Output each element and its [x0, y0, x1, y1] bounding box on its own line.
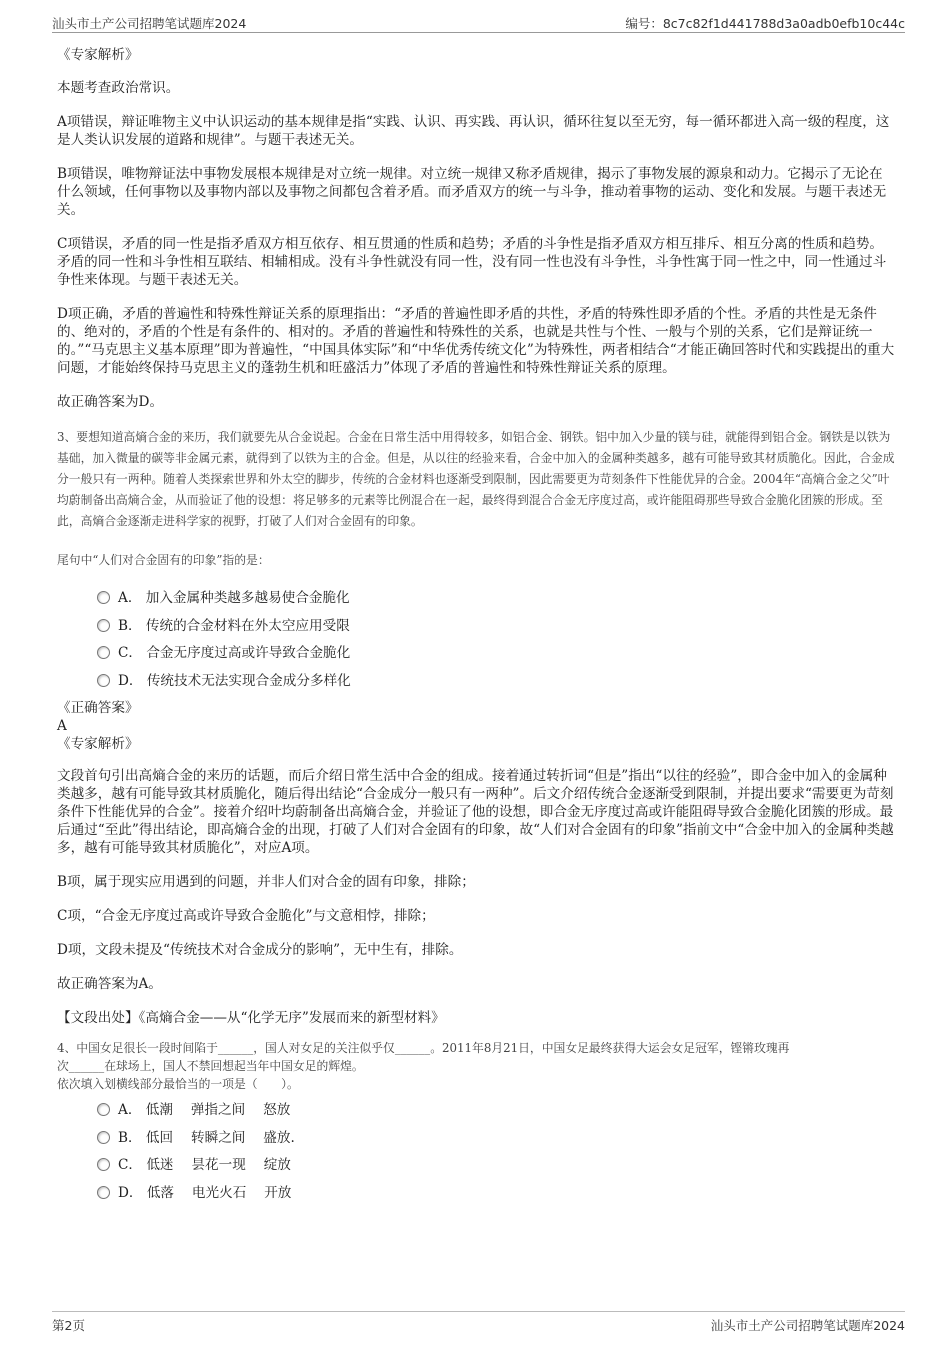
page-number: 第2页 — [52, 1318, 85, 1333]
radio-button-icon[interactable] — [97, 1131, 110, 1144]
q2-analysis-c: C项错误，矛盾的同一性是指矛盾双方相互依存、相互贯通的性质和趋势；矛盾的斗争性是指矛盾双方相互排斥、相互分离的性质和趋势。矛盾的同一性和斗争性相互联结、相辅相成。没有斗争性就没有同一性，没有同一性也没有斗争性，斗争性寓于同一性之中，同一性通过斗争性来体现。与题干表述无关。 — [57, 236, 887, 288]
option-label: D． 低落 电光火石 开放 — [118, 1184, 292, 1201]
page-footer — [52, 1311, 905, 1336]
radio-button-icon[interactable] — [97, 619, 110, 632]
q2-analysis-title: 《专家解析》 — [57, 47, 139, 63]
radio-button-icon[interactable] — [97, 1158, 110, 1171]
q4-stem-line-1: 4、中国女足很长一段时间陷于______，国人对女足的关注似乎仅______。2011年8月21日，中国女足最终获得大运会女足冠军，铿锵玫瑰再 — [57, 1041, 790, 1055]
q2-analysis-intro: 本题考查政治常识。 — [57, 80, 180, 96]
page-content — [57, 46, 895, 1207]
q3-analysis-b: B项，属于现实应用遇到的问题，并非人们对合金的固有印象，排除； — [57, 874, 475, 890]
q3-conclusion: 故正确答案为A。 — [57, 976, 162, 992]
q4-question: 依次填入划横线部分最恰当的一项是（ ）。 — [57, 1077, 299, 1091]
q2-analysis-a: A项错误，辩证唯物主义中认识运动的基本规律是指“实践、认识、再实践、再认识，循环往复以至无穷，每一循环都进入高一级的程度，这是人类认识发展的道路和规律”。与题干表述无关。 — [57, 114, 890, 148]
option-label: A． 加入金属种类越多越易使合金脆化 — [118, 590, 350, 606]
q3-analysis-d: D项，文段未提及“传统技术对合金成分的影响”，无中生有，排除。 — [57, 942, 463, 958]
radio-button-icon[interactable] — [97, 1103, 110, 1116]
q4-stem-line-2: 次______在球场上，国人不禁回想起当年中国女足的辉煌。 — [57, 1059, 364, 1073]
option-label: B． 低回 转瞬之间 盛放. — [118, 1129, 295, 1146]
page-header — [52, 10, 905, 33]
q3-source: 【文段出处】《高熵合金——从“化学无序”发展而来的新型材料》 — [57, 1010, 445, 1026]
q3-analysis-main: 文段首句引出高熵合金的来历的话题，而后介绍日常生活中合金的组成。接着通过转折词“但是”指出“以往的经验”，即合金中加入的金属种类越多，越有可能导致其材质脆化，随后得出结论“合金成分一般只有一两种”。后文介绍传统合金逐渐受到限制，并提出要求“需要更为苛刻条件下性能优异的合金”。接着介绍叶均蔚制备出高熵合金，并验证了他的设想，即合金无序度过高或许能阻碍导致合金脆化团簇的形成。最后通过“至此”得出结论，即高熵合金的出现，打破了人们对合金固有的印象，故“人们对合金固有的印象”指前文中“合金中加入的金属种类越多，越有可能导致其材质脆化”，对应A项。 — [57, 768, 894, 856]
radio-button-icon[interactable] — [97, 646, 110, 659]
option-label: B． 传统的合金材料在外太空应用受限 — [118, 617, 350, 634]
q3-analysis-title: 《专家解析》 — [57, 736, 139, 752]
q2-conclusion: 故正确答案为D。 — [57, 394, 164, 410]
option-label: C． 低迷 昙花一现 绽放 — [118, 1157, 291, 1173]
q3-option-d[interactable] — [57, 668, 895, 696]
footer-title: 汕头市土产公司招聘笔试题库2024 — [710, 1318, 905, 1333]
q4-option-b[interactable] — [57, 1125, 895, 1153]
radio-button-icon[interactable] — [97, 1186, 110, 1199]
q2-analysis-d: D项正确，矛盾的普遍性和特殊性辩证关系的原理指出：“矛盾的普遍性即矛盾的共性，矛盾的特殊性即矛盾的个性。矛盾的共性是无条件的、绝对的，矛盾的个性是有条件的、相对的。矛盾的普遍性和特殊性的关系，也就是共性与个性、一般与个别的关系，它们是辩证统一的。”“马克思主义基本原理”即为普遍性，“中国具体实际”和“中华优秀传统文化”为特殊性，两者相结合“才能正确回答时代和实践提出的重大问题，才能始终保持马克思主义的蓬勃生机和旺盛活力”体现了矛盾的普遍性和特殊性辩证关系的原理。 — [57, 306, 895, 376]
header-title: 汕头市土产公司招聘笔试题库2024 — [52, 16, 247, 31]
option-label: D． 传统技术无法实现合金成分多样化 — [118, 672, 351, 689]
header-doc-id: 编号：8c7c82f1d441788d3a0adb0efb10c44c — [625, 16, 905, 31]
q3-option-b[interactable] — [57, 613, 895, 641]
q4-option-a[interactable] — [57, 1097, 895, 1125]
radio-button-icon[interactable] — [97, 591, 110, 604]
option-label: C． 合金无序度过高或许导致合金脆化 — [118, 645, 351, 661]
option-label: A． 低潮 弹指之间 怒放 — [118, 1102, 291, 1118]
q3-option-c[interactable] — [57, 640, 895, 668]
q4-option-c[interactable] — [57, 1152, 895, 1180]
q3-option-a[interactable] — [57, 585, 895, 613]
q3-passage: 3、要想知道高熵合金的来历，我们就要先从合金说起。合金在日常生活中用得较多，如铝合金、钢铁。铝中加入少量的镁与硅，就能得到铝合金。钢铁是以铁为基础，加入微量的碳等非金属元素，就得到了以铁为主的合金。但是，从以往的经验来看，合金中加入的金属种类越多，越有可能导致其材质脆化。因此，合金成分一般只有一两种。随着人类探索世界和外太空的脚步，传统的合金材料也逐渐受到限制，因此需要更为苛刻条件下性能优异的合金。2004年“高熵合金之父”叶均蔚制备出高熵合金，从而验证了他的设想：将足够多的元素等比例混合在一起，最终得到混合合金无序度过高，或许能阻碍那些导致合金脆化团簇的形成。至此，高熵合金逐渐走进科学家的视野，打破了人们对合金固有的印象。 — [57, 430, 895, 528]
q3-answer-title: 《正确答案》 — [57, 700, 139, 716]
q2-analysis-b: B项错误，唯物辩证法中事物发展根本规律是对立统一规律。对立统一规律又称矛盾规律，揭示了事物发展的源泉和动力。它揭示了无论在什么领域，任何事物以及事物内部以及事物之间都包含着矛盾。而矛盾双方的统一与斗争，推动着事物的运动、变化和发展。与题干表述无关。 — [57, 166, 887, 218]
q3-analysis-c: C项，“合金无序度过高或许导致合金脆化”与文意相悖，排除； — [57, 908, 435, 924]
radio-button-icon[interactable] — [97, 674, 110, 687]
q3-question: 尾句中“人们对合金固有的印象”指的是： — [57, 553, 270, 567]
q3-answer: A — [57, 718, 67, 734]
q4-option-d[interactable] — [57, 1180, 895, 1208]
